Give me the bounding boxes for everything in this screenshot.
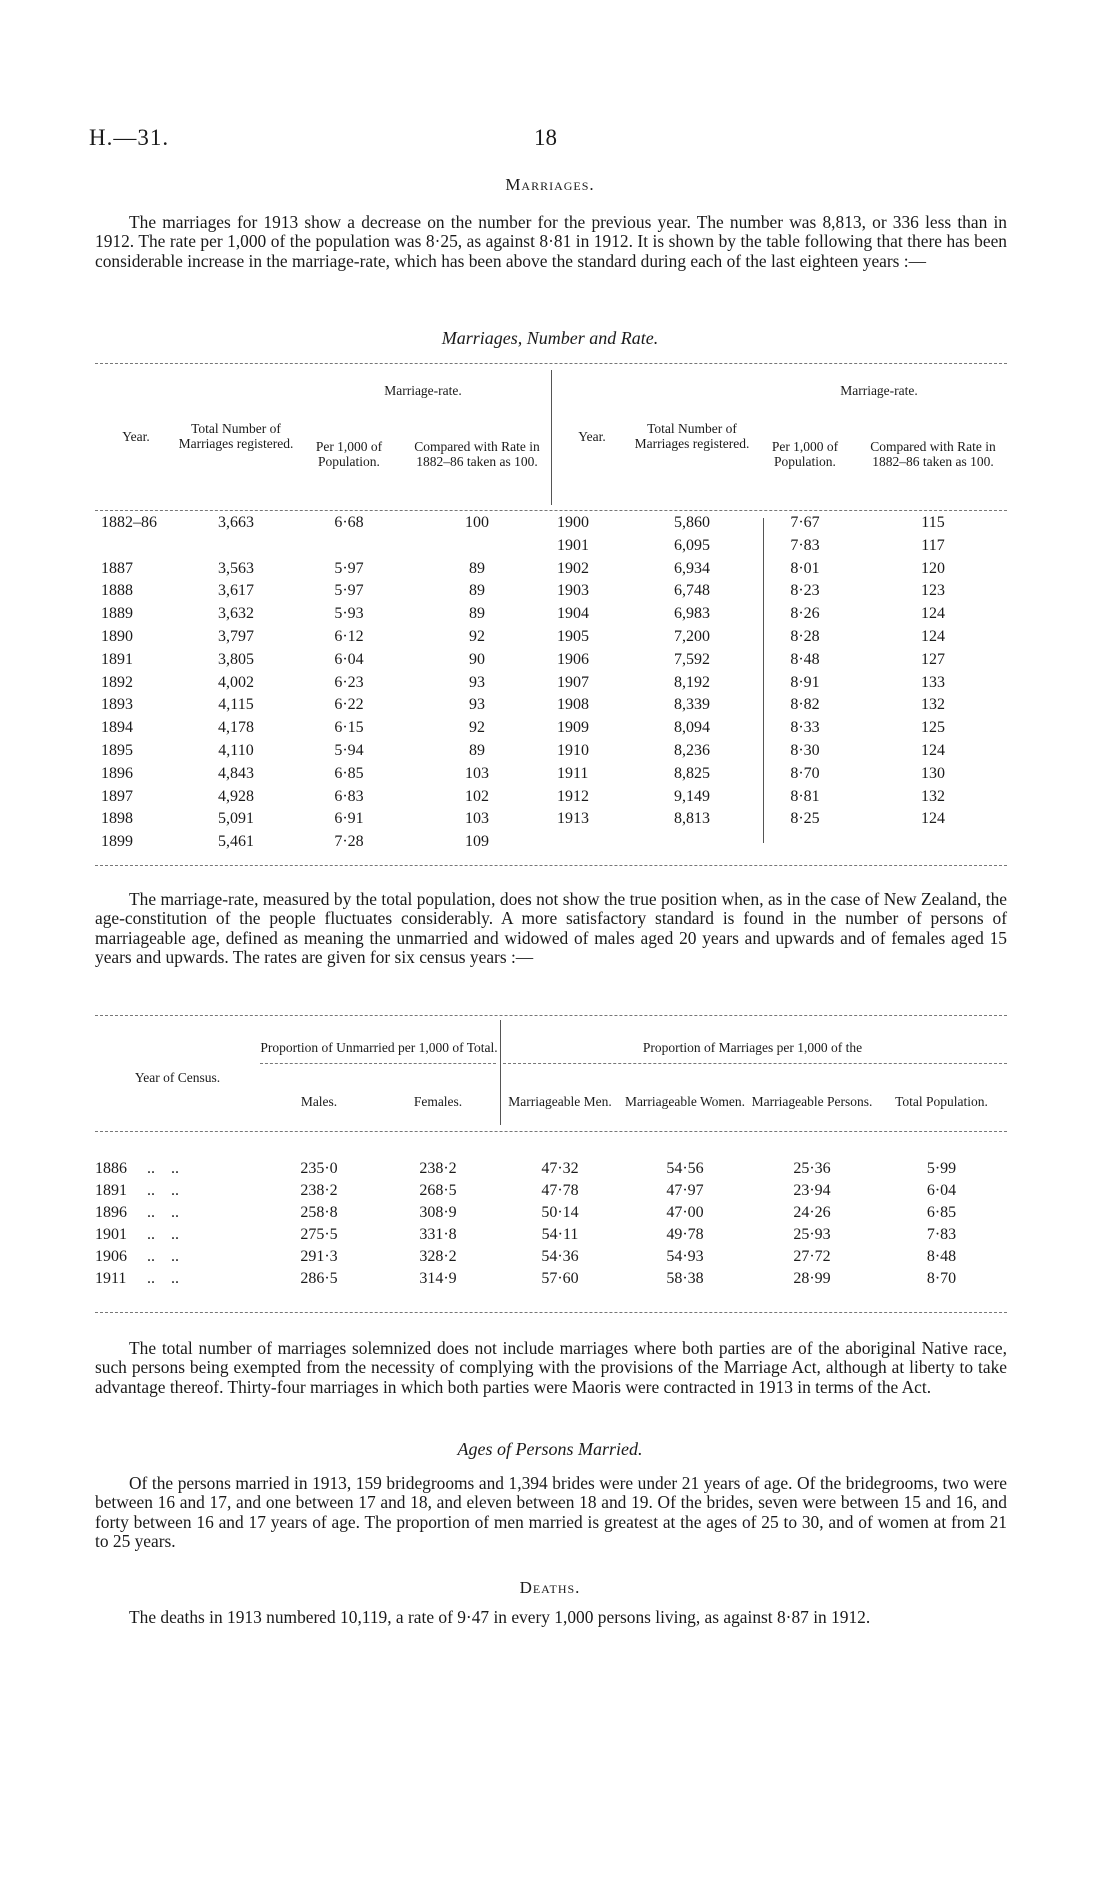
- col-header-total-left: Total Number of Marriages registered.: [178, 421, 294, 451]
- cell-compared: 124: [921, 741, 945, 759]
- cell-year: 1896: [101, 764, 133, 782]
- table-row: [95, 1246, 1007, 1268]
- col-header-marriageable-men: Marriageable Men.: [508, 1093, 612, 1109]
- cell-females: 331·8: [419, 1226, 457, 1243]
- cell-total: 7·83: [926, 1226, 957, 1243]
- cell-per-1000: 8·28: [790, 627, 820, 645]
- cell-total: 4,115: [218, 696, 254, 714]
- marriageable-proportions-table: [95, 1023, 1007, 1290]
- cell-census-year: [95, 1246, 260, 1268]
- deaths-text: The deaths in 1913 numbered 10,119, a rate of 9·47 in every 1,000 persons living, as against 8·87 in 1912.: [129, 1607, 871, 1627]
- cell-per-1000: 8·23: [790, 582, 820, 600]
- cell-compared: 132: [921, 787, 945, 805]
- table-row: [95, 1158, 1007, 1180]
- cell-total: 5,461: [218, 833, 254, 851]
- cell-compared: 103: [465, 810, 489, 828]
- cell-total: 8,813: [674, 810, 710, 828]
- col-header-year-right: Year.: [578, 428, 606, 444]
- cell-compared: 100: [465, 514, 489, 531]
- census-year-value: 1896: [95, 1204, 127, 1221]
- cell-compared: 93: [469, 696, 485, 714]
- dot-leader: .. ..: [147, 1226, 179, 1243]
- table1-top-rule: [95, 363, 1007, 364]
- ages-text: Of the persons married in 1913, 159 bridegrooms and 1,394 brides were under 21 years of age. Of the bridegrooms, two were between 16 and 17, and one between 17 and 18, and eleven between 18 and 19. Of the brides, seven were between 15 and 16, and forty between 16 and 17 years of age. The proportion of men married is greatest at the ages of 25 to 30, and of women at from 21 to 25 years.: [95, 1473, 1007, 1552]
- cell-per-1000: 6·85: [334, 764, 364, 782]
- cell-compared: 102: [465, 787, 489, 805]
- table-row: [95, 603, 1007, 626]
- ages-heading: Ages of Persons Married.: [457, 1439, 643, 1459]
- cell-compared: 89: [469, 605, 485, 623]
- cell-census-year: [95, 1202, 260, 1224]
- cell-compared: 117: [921, 536, 945, 554]
- col-header-total-population: Total Population.: [895, 1093, 988, 1109]
- cell-per-1000: [751, 831, 859, 854]
- cell-total: [177, 535, 295, 558]
- cell-total: 7,200: [674, 627, 710, 645]
- cell-women: 54·56: [666, 1160, 704, 1177]
- cell-women: 49·78: [666, 1226, 704, 1243]
- cell-compared: 124: [921, 810, 945, 828]
- cell-compared: 132: [921, 696, 945, 714]
- col-header-marriage-rate-right: Marriage-rate.: [840, 382, 918, 398]
- cell-per-1000: 7·67: [790, 514, 820, 531]
- marriages-number-rate-table: [95, 372, 1007, 854]
- col-header-marriageable-women: Marriageable Women.: [624, 1093, 746, 1109]
- cell-per-1000: 8·30: [790, 741, 820, 759]
- cell-per-1000: 8·81: [790, 787, 820, 805]
- cell-year: 1913: [557, 810, 589, 828]
- cell-per-1000: 6·91: [334, 810, 364, 828]
- cell-per-1000: 5·94: [334, 741, 364, 759]
- cell-total: 5·99: [926, 1160, 957, 1177]
- cell-year: [551, 831, 633, 854]
- cell-year: 1909: [557, 719, 589, 737]
- cell-total: 3,563: [218, 559, 254, 577]
- cell-men: 47·32: [541, 1160, 579, 1177]
- census-year-value: 1906: [95, 1248, 127, 1265]
- cell-total: 9,149: [674, 787, 710, 805]
- cell-year: 1899: [101, 833, 133, 851]
- cell-year: 1903: [557, 582, 589, 600]
- cell-total: 4,178: [218, 719, 254, 737]
- cell-women: 58·38: [666, 1270, 704, 1287]
- cell-compared: 89: [469, 741, 485, 759]
- deaths-heading: Deaths.: [519, 1578, 581, 1597]
- cell-year: 1887: [101, 559, 133, 577]
- cell-per-1000: 7·28: [334, 833, 364, 851]
- census-year-value: 1911: [95, 1270, 127, 1287]
- col-header-per-1000-right: Per 1,000 of Population.: [771, 439, 839, 469]
- table-row: [95, 626, 1007, 649]
- cell-total: 5,860: [674, 514, 710, 531]
- cell-census-year: [95, 1224, 260, 1246]
- cell-per-1000: 6·12: [334, 627, 364, 645]
- table-row: [95, 1202, 1007, 1224]
- cell-per-1000: 8·33: [790, 719, 820, 737]
- cell-census-year: [95, 1268, 260, 1290]
- cell-year: 1890: [101, 627, 133, 645]
- cell-per-1000: 8·91: [790, 673, 820, 691]
- cell-year: 1906: [557, 650, 589, 668]
- cell-year: 1898: [101, 810, 133, 828]
- cell-year: 1893: [101, 696, 133, 714]
- cell-compared: 103: [465, 764, 489, 782]
- table-row: [95, 672, 1007, 695]
- cell-total: 3,805: [218, 650, 254, 668]
- marriageable-paragraph: [95, 890, 1007, 968]
- cell-total: 3,797: [218, 627, 254, 645]
- cell-year: 1891: [101, 650, 133, 668]
- cell-compared: 109: [465, 833, 489, 851]
- cell-total: 6·85: [926, 1204, 957, 1221]
- document-reference: H.—31.: [89, 125, 170, 150]
- native-marriages-paragraph: [95, 1339, 1007, 1397]
- cell-compared: [859, 831, 1007, 854]
- table-row: [95, 558, 1007, 581]
- col-header-compared-right: Compared with Rate in 1882–86 taken as 100.: [870, 439, 996, 469]
- dot-leader: .. ..: [147, 1160, 179, 1177]
- table2-top-rule: [95, 1015, 1007, 1016]
- marriages-intro-text: The marriages for 1913 show a decrease on the number for the previous year. The number was 8,813, or 336 less than in 1912. The rate per 1,000 of the population was 8·25, as against 8·81 in 1912. It is shown by the table following that there has been considerable increase in the marriage-rate, which has been above the standard during each of the last eighteen years :—: [95, 212, 1007, 271]
- deaths-paragraph: [95, 1608, 1007, 1627]
- cell-females: 268·5: [419, 1182, 457, 1199]
- cell-total: 3,617: [218, 582, 254, 600]
- marriages-heading: Marriages.: [505, 175, 595, 194]
- native-marriages-text: The total number of marriages solemnized does not include marriages where both parties are of the aboriginal Native race, such persons being exempted from the necessity of complying with the provisions of the Marriage Act, although at liberty to take advantage thereof. Thirty-four marriages in which both parties were Maoris were contracted in 1913 in terms of the Act.: [95, 1338, 1007, 1397]
- marriages-table-body: [95, 512, 1007, 854]
- cell-year: 1897: [101, 787, 133, 805]
- cell-total: 3,663: [218, 514, 254, 531]
- cell-year: 1910: [557, 741, 589, 759]
- cell-total: 5,091: [218, 810, 254, 828]
- cell-total: 8,339: [674, 696, 710, 714]
- cell-compared: 124: [921, 605, 945, 623]
- cell-per-1000: 8·25: [790, 810, 820, 828]
- cell-total: 4,110: [218, 741, 254, 759]
- cell-year: 1902: [557, 559, 589, 577]
- col-header-unmarried-group: Proportion of Unmarried per 1,000 of Total.: [260, 1039, 498, 1055]
- table-row: [95, 831, 1007, 854]
- cell-year: 1892: [101, 673, 133, 691]
- cell-compared: 130: [921, 764, 945, 782]
- cell-persons: 23·94: [793, 1182, 831, 1199]
- cell-compared: [403, 535, 551, 558]
- dot-leader: .. ..: [147, 1270, 179, 1287]
- table-row: [95, 740, 1007, 763]
- cell-year: 1888: [101, 582, 133, 600]
- cell-total: 6,983: [674, 605, 710, 623]
- cell-females: 238·2: [419, 1160, 457, 1177]
- cell-compared: 89: [469, 559, 485, 577]
- cell-total: 8·48: [926, 1248, 957, 1265]
- cell-compared: 124: [921, 627, 945, 645]
- marriageable-text: The marriage-rate, measured by the total population, does not show the true position when, as in the case of New Zealand, the age-constitution of the people fluctuates considerably. A more satisfactory standard is found in the number of persons of marriageable age, defined as meaning the unmarried and widowed of males aged 20 years and upwards and of females aged 15 years and upwards. The rates are given for six census years :—: [95, 889, 1007, 968]
- cell-total: 8,236: [674, 741, 710, 759]
- table-row: [95, 580, 1007, 603]
- census-year-value: 1901: [95, 1226, 127, 1243]
- cell-year: 1907: [557, 673, 589, 691]
- cell-compared: 92: [469, 627, 485, 645]
- table-row: [95, 1180, 1007, 1202]
- cell-persons: 24·26: [793, 1204, 831, 1221]
- cell-per-1000: 8·70: [790, 764, 820, 782]
- marriages-intro-paragraph: [95, 213, 1007, 271]
- ages-paragraph: [95, 1474, 1007, 1552]
- cell-men: 54·11: [541, 1226, 579, 1243]
- cell-year: 1901: [557, 536, 589, 554]
- cell-per-1000: 6·04: [334, 650, 364, 668]
- cell-year: 1895: [101, 741, 133, 759]
- cell-total: 8,192: [674, 673, 710, 691]
- table1-bottom-rule: [95, 865, 1007, 866]
- cell-total: 6,095: [674, 536, 710, 554]
- cell-year: 1904: [557, 605, 589, 623]
- cell-men: 57·60: [541, 1270, 579, 1287]
- cell-total: 4,843: [218, 764, 254, 782]
- cell-year: 1894: [101, 719, 133, 737]
- cell-per-1000: 8·01: [790, 559, 820, 577]
- col-header-total-right: Total Number of Marriages registered.: [634, 421, 750, 451]
- cell-total: 3,632: [218, 605, 254, 623]
- cell-females: 314·9: [419, 1270, 457, 1287]
- cell-census-year: [95, 1180, 260, 1202]
- cell-year: 1908: [557, 696, 589, 714]
- cell-compared: 93: [469, 673, 485, 691]
- cell-per-1000: 8·48: [790, 650, 820, 668]
- cell-total: 6·04: [926, 1182, 957, 1199]
- cell-total: 4,928: [218, 787, 254, 805]
- cell-total: 7,592: [674, 650, 710, 668]
- cell-per-1000: 6·23: [334, 673, 364, 691]
- cell-persons: 27·72: [793, 1248, 831, 1265]
- marriageable-table-body: [95, 1158, 1007, 1290]
- table-row: [95, 717, 1007, 740]
- census-year-value: 1886: [95, 1160, 127, 1177]
- col-header-compared-left: Compared with Rate in 1882–86 taken as 100.: [414, 439, 540, 469]
- col-header-females: Females.: [413, 1093, 463, 1109]
- cell-total: 4,002: [218, 673, 254, 691]
- cell-year: 1912: [557, 787, 589, 805]
- table-row: [95, 535, 1007, 558]
- cell-year: 1889: [101, 605, 133, 623]
- cell-per-1000: 5·97: [334, 559, 364, 577]
- cell-compared: 120: [921, 559, 945, 577]
- census-year-value: 1891: [95, 1182, 127, 1199]
- cell-males: 235·0: [300, 1160, 338, 1177]
- cell-total: [633, 831, 751, 854]
- cell-males: 286·5: [300, 1270, 338, 1287]
- col-header-marriages-group: Proportion of Marriages per 1,000 of the: [642, 1039, 863, 1055]
- page-number: 18: [534, 125, 557, 150]
- cell-year: 1882–86: [101, 514, 157, 531]
- cell-persons: 25·93: [793, 1226, 831, 1243]
- cell-persons: 28·99: [793, 1270, 831, 1287]
- cell-per-1000: 7·83: [790, 536, 820, 554]
- cell-compared: 115: [921, 514, 945, 531]
- cell-compared: 92: [469, 719, 485, 737]
- cell-per-1000: 5·93: [334, 605, 364, 623]
- table2-bottom-rule: [95, 1312, 1007, 1313]
- cell-total: 8,094: [674, 719, 710, 737]
- cell-census-year: [95, 1158, 260, 1180]
- cell-per-1000: 6·15: [334, 719, 364, 737]
- cell-females: 328·2: [419, 1248, 457, 1265]
- cell-total: 8,825: [674, 764, 710, 782]
- cell-women: 54·93: [666, 1248, 704, 1265]
- cell-compared: 127: [921, 650, 945, 668]
- cell-per-1000: 6·68: [334, 514, 364, 531]
- cell-compared: 90: [469, 650, 485, 668]
- cell-men: 54·36: [541, 1248, 579, 1265]
- cell-compared: 123: [921, 582, 945, 600]
- table-row: [95, 512, 1007, 535]
- cell-compared: 125: [921, 719, 945, 737]
- cell-total: 8·70: [926, 1270, 957, 1287]
- table-row: [95, 1224, 1007, 1246]
- cell-per-1000: 8·26: [790, 605, 820, 623]
- cell-year: [95, 535, 177, 558]
- col-header-marriageable-persons: Marriageable Persons.: [751, 1093, 873, 1109]
- cell-persons: 25·36: [793, 1160, 831, 1177]
- cell-per-1000: [295, 535, 403, 558]
- cell-women: 47·00: [666, 1204, 704, 1221]
- cell-women: 47·97: [666, 1182, 704, 1199]
- table-row: [95, 786, 1007, 809]
- cell-males: 291·3: [300, 1248, 338, 1265]
- col-header-year-left: Year.: [122, 428, 150, 444]
- col-header-marriage-rate-left: Marriage-rate.: [384, 382, 462, 398]
- col-header-census-year: Year of Census.: [134, 1069, 221, 1085]
- cell-total: 6,748: [674, 582, 710, 600]
- cell-per-1000: 6·22: [334, 696, 364, 714]
- col-header-per-1000-left: Per 1,000 of Population.: [315, 439, 383, 469]
- dot-leader: .. ..: [147, 1204, 179, 1221]
- cell-per-1000: 8·82: [790, 696, 820, 714]
- dot-leader: .. ..: [147, 1248, 179, 1265]
- dot-leader: .. ..: [147, 1182, 179, 1199]
- cell-men: 47·78: [541, 1182, 579, 1199]
- cell-year: 1900: [557, 514, 589, 531]
- table-row: [95, 649, 1007, 672]
- cell-males: 258·8: [300, 1204, 338, 1221]
- cell-per-1000: 5·97: [334, 582, 364, 600]
- table-row: [95, 808, 1007, 831]
- table-row: [95, 763, 1007, 786]
- cell-per-1000: 6·83: [334, 787, 364, 805]
- table-row: [95, 694, 1007, 717]
- cell-year: 1911: [557, 764, 589, 782]
- col-header-males: Males.: [300, 1093, 338, 1109]
- cell-compared: 133: [921, 673, 945, 691]
- cell-males: 238·2: [300, 1182, 338, 1199]
- cell-females: 308·9: [419, 1204, 457, 1221]
- cell-compared: 89: [469, 582, 485, 600]
- cell-men: 50·14: [541, 1204, 579, 1221]
- cell-males: 275·5: [300, 1226, 338, 1243]
- cell-total: 6,934: [674, 559, 710, 577]
- table-row: [95, 1268, 1007, 1290]
- cell-year: 1905: [557, 627, 589, 645]
- marriages-table-title: Marriages, Number and Rate.: [441, 328, 659, 348]
